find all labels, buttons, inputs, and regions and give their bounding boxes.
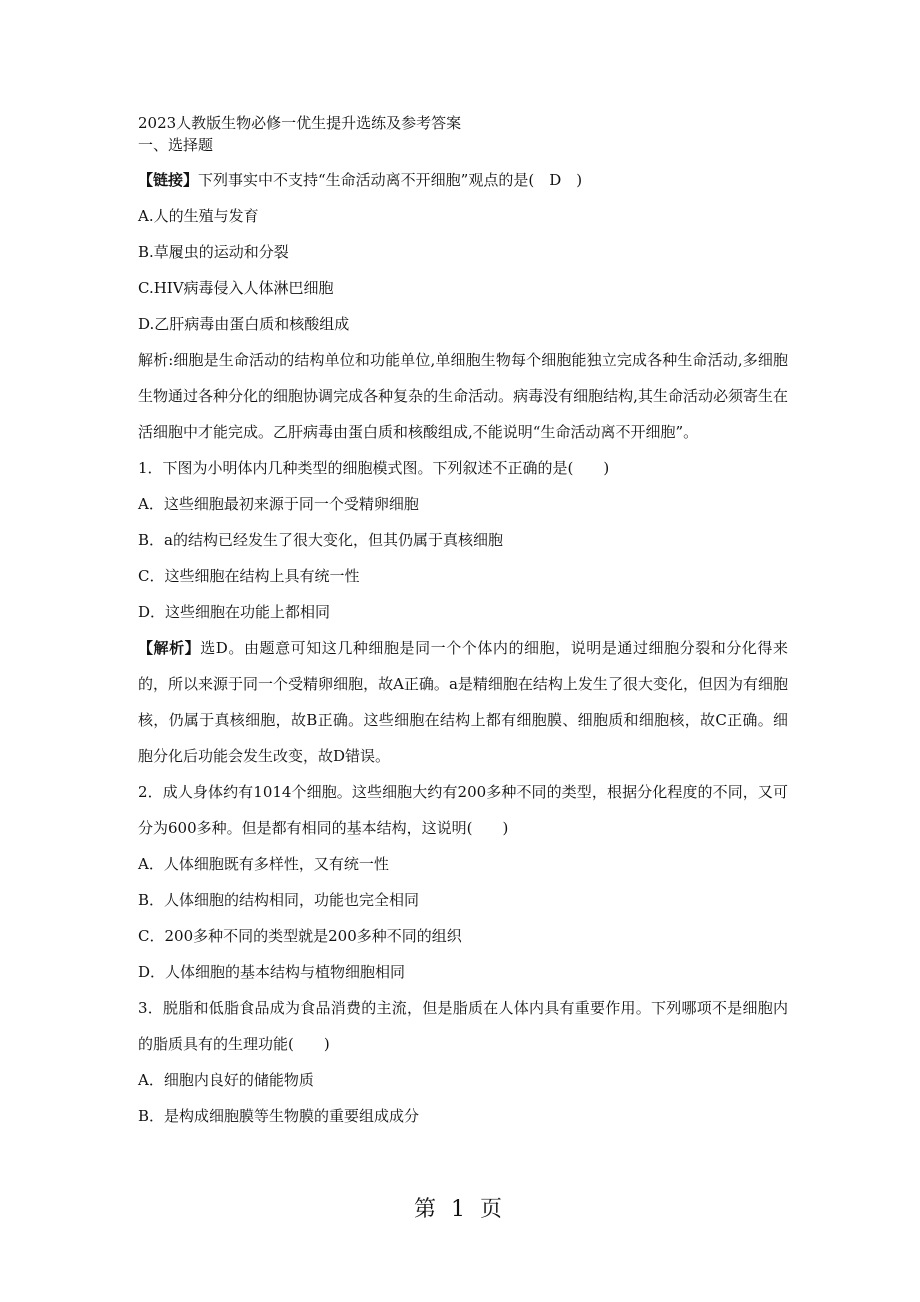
- q1-analysis-text: 选D。由题意可知这几种细胞是同一个个体内的细胞，说明是通过细胞分裂和分化得来的，所以来源于同一个受精卵细胞，故A正确。a是精细胞在结构上发生了很大变化，但因为有细胞核，仍属于真核细胞，故B正确。这些细胞在结构上都有细胞膜、细胞质和细胞核，故C正确。细胞分化后功能会发生改变，故D错误。: [138, 639, 788, 765]
- q1-analysis-tag: 【解析】: [138, 639, 201, 657]
- link-option-c: C.HIV病毒侵入人体淋巴细胞: [138, 279, 334, 297]
- q3-stem: 3．脱脂和低脂食品成为食品消费的主流，但是脂质在人体内具有重要作用。下列哪项不是细胞内的脂质具有的生理功能( ): [138, 999, 788, 1053]
- q1-option-d: D．这些细胞在功能上都相同: [138, 603, 331, 621]
- document-body: [138, 112, 788, 1134]
- document-title: 2023人教版生物必修一优生提升选练及参考答案: [138, 114, 462, 132]
- link-tag: 【链接】: [138, 171, 199, 189]
- q2-stem: 2．成人身体约有1014个细胞。这些细胞大约有200多种不同的类型，根据分化程度的不同，又可分为600多种。但是都有相同的基本结构，这说明( ): [138, 783, 788, 837]
- link-option-b: B.草履虫的运动和分裂: [138, 243, 289, 261]
- q1-option-b: B．a的结构已经发生了很大变化，但其仍属于真核细胞: [138, 531, 503, 549]
- link-analysis: 解析:细胞是生命活动的结构单位和功能单位,单细胞生物每个细胞能独立完成各种生命活动,多细胞生物通过各种分化的细胞协调完成各种复杂的生命活动。病毒没有细胞结构,其生命活动必须寄生在活细胞中才能完成。乙肝病毒由蛋白质和核酸组成,不能说明“生命活动离不开细胞”。: [138, 351, 788, 441]
- link-option-a: A.人的生殖与发育: [138, 207, 259, 225]
- q1-option-a: A．这些细胞最初来源于同一个受精卵细胞: [138, 495, 419, 513]
- q2-option-a: A．人体细胞既有多样性，又有统一性: [138, 855, 389, 873]
- q2-option-c: C．200多种不同的类型就是200多种不同的组织: [138, 927, 462, 945]
- q1-analysis: [138, 630, 788, 774]
- q2-option-b: B．人体细胞的结构相同，功能也完全相同: [138, 891, 420, 909]
- q2-option-d: D．人体细胞的基本结构与植物细胞相同: [138, 963, 406, 981]
- link-option-d: D.乙肝病毒由蛋白质和核酸组成: [138, 315, 350, 333]
- link-question-stem: [138, 162, 788, 198]
- section-heading: 一、选择题: [138, 136, 214, 154]
- q3-option-b: B．是构成细胞膜等生物膜的重要组成成分: [138, 1107, 420, 1125]
- q1-stem: 1．下图为小明体内几种类型的细胞模式图。下列叙述不正确的是( ): [138, 459, 610, 477]
- link-stem-text: 下列事实中不支持“生命活动离不开细胞”观点的是( D ): [198, 171, 583, 189]
- page-number: 第 1 页: [414, 1197, 506, 1222]
- q3-option-a: A．细胞内良好的储能物质: [138, 1071, 314, 1089]
- q1-option-c: C．这些细胞在结构上具有统一性: [138, 567, 360, 585]
